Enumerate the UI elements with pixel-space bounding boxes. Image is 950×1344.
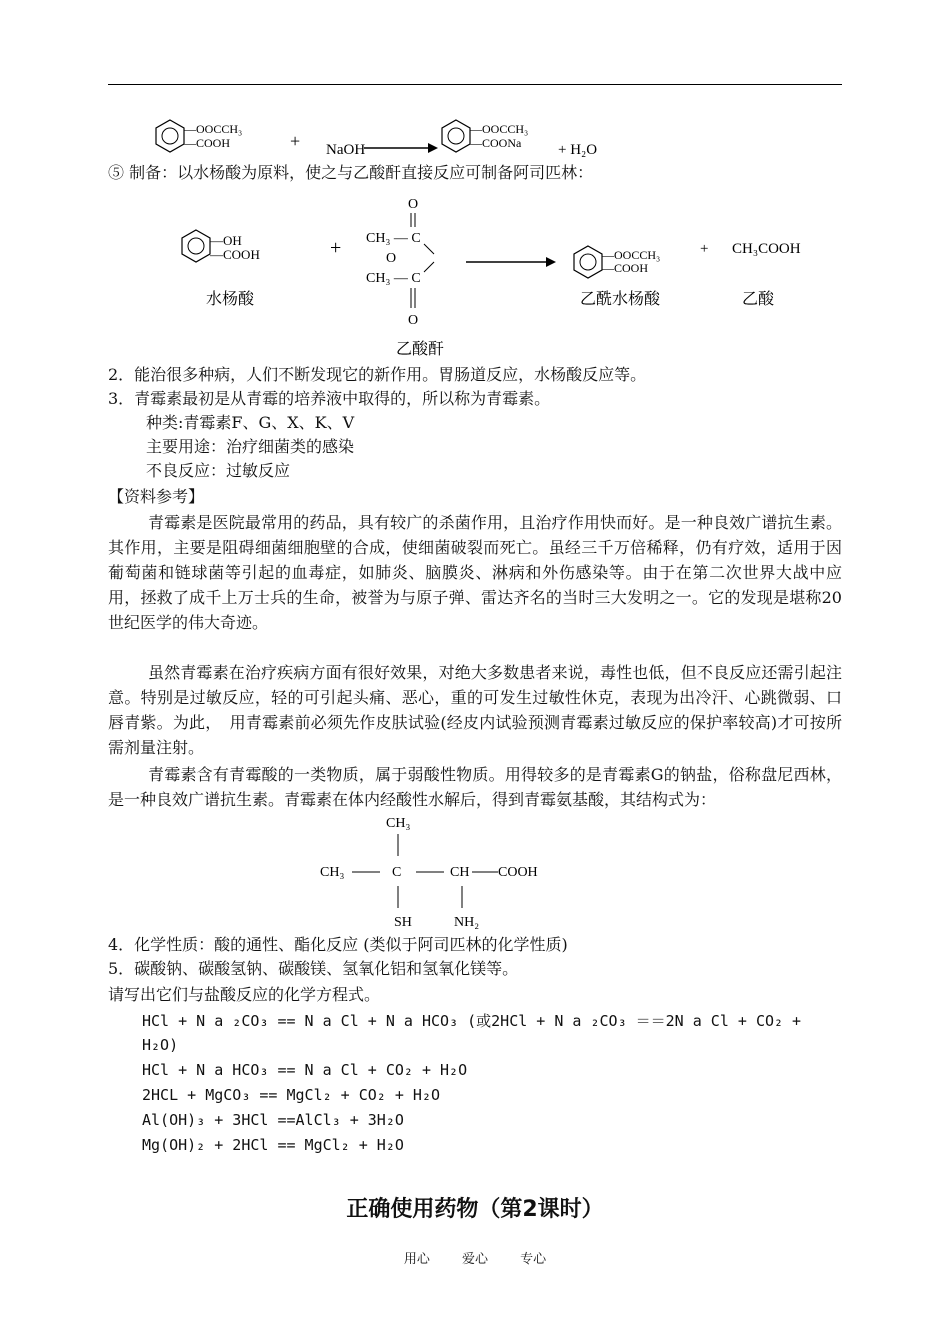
arrow-head-icon [546,257,556,267]
anh-row1: CH₃ — C [366,231,421,246]
asp-label: 乙酰水杨酸 [580,291,661,308]
benzene-ring-icon [574,246,602,278]
sa-bottom: —COOH [210,247,260,262]
asp-top: —OOCCH₃ [602,248,661,262]
struct-cooh: COOH [498,865,538,880]
prompt-line: 请写出它们与盐酸反应的化学方程式。 [108,985,381,1004]
asp-bottom: —COOH [602,261,649,275]
item-3: 3．青霉素最初是从青霉的培养液中取得的，所以称为青霉素。 [108,389,551,408]
ref-paragraph-3: 青霉素含有青霉酸的一类物质，属于弱酸性物质。用得较多的是青霉素G的钠盐，俗称盘尼西林，是一种良效广谱抗生素。青霉素在体内经酸性水解后，得到青霉氨基酸，其结构式为： [108,765,842,809]
ref-heading: 【资料参考】 [108,487,205,506]
uses-line: 主要用途：治疗细菌类的感染 [146,437,355,456]
ref-paragraph-2: 虽然青霉素在治疗疾病方面有很好效果，对绝大多数患者来说，毒性也低，但不良反应还需引起注意。特别是过敏反应，轻的可引起头痛、恶心，重的可发生过敏性休克，表现为出冷汗、心跳微弱、口唇青紫。为此， 用青霉素前必须先作皮肤试验(经皮内试验预测青霉素过敏反应的保护率较高)才可按所需剂量注射。 [108,663,842,757]
equation-5: Mg(OH)₂ + 2HCl == MgCl₂ + H₂O [142,1136,404,1154]
struct-ch: CH [450,865,470,880]
types-line: 种类:青霉素F、G、X、K、V [146,413,355,432]
equation-2: HCl + N a HCO₃ == N a Cl + CO₂ + H₂O [142,1061,468,1079]
footer-word: 爱心 [461,1252,488,1267]
equation-4: Al(OH)₃ + 3HCl ==AlCl₃ + 3H₂O [142,1111,404,1129]
item-5: 5．碳酸钠、碳酸氢钠、碳酸镁、氢氧化铝和氢氧化镁等。 [108,959,519,978]
anh-o-mid: O [386,251,397,266]
struct-left: CH₃ [320,865,345,880]
adverse-line: 不良反应：过敏反应 [146,461,291,480]
anh-row2: CH₃ — C [366,271,421,286]
plus-sign: + [330,237,342,259]
struct-nh2: NH₂ [454,915,480,930]
plus-sign: + [700,241,709,257]
footer-word: 用心 [403,1252,430,1267]
benzene-ring-icon [156,120,184,152]
product-bottom: —COONa [470,136,522,150]
page-footer [0,1248,950,1267]
acetic-acid: CH₃COOH [732,241,801,257]
ref-paragraph-1: 青霉素是医院最常用的药品，具有较广的杀菌作用，且治疗作用快而好。是一种良效广谱抗生素。其作用，主要是阻碍细菌细胞壁的合成，使细菌破裂而死亡。虽经三千万倍稀释，仍有疗效，适用于因葡萄菌和链球菌等引起的血毒症，如肺炎、脑膜炎、淋病和外伤感染等。由于在第二次世界大战中应用，拯救了成千上万士兵的生命，被誉为与原子弹、雷达齐名的当时三大发明之一。它的发现是堪称20世纪医学的伟大奇迹。 [108,513,842,632]
equation-3: 2HCL + MgCO₃ == MgCl₂ + CO₂ + H₂O [142,1086,441,1104]
prep-line: ⑤ 制备：以水杨酸为原料，使之与乙酸酐直接反应可制备阿司匹林： [108,163,594,182]
item-4: 4．化学性质：酸的通性、酯化反应 (类似于阿司匹林的化学性质) [108,935,568,954]
reaction-aspirin-synthesis [170,190,810,365]
anh-o-bottom: O [408,313,419,328]
struct-top: CH₃ [386,816,411,831]
penicillamine-structure [316,810,576,934]
reagent: NaOH [326,142,366,158]
product-top: —OOCCH₃ [470,122,529,136]
header-rule [108,84,842,85]
anh-label: 乙酸酐 [396,341,445,358]
byproduct: + H₂O [558,142,598,158]
benzene-ring-icon [442,120,470,152]
reactant-top: —OOCCH₃ [184,122,243,136]
reaction-aspirin-naoh [140,112,620,162]
arrow-head-icon [428,143,438,153]
section-title: 正确使用药物（第2课时） [346,1197,604,1222]
benzene-ring-icon [182,230,210,262]
anh-o-top: O [408,197,419,212]
reactant-bottom: —COOH [184,136,231,150]
struct-sh: SH [394,915,412,930]
acid-label: 乙酸 [742,291,775,308]
item-2: 2．能治很多种病，人们不断发现它的新作用。胃肠道反应，水杨酸反应等。 [108,365,647,384]
plus-sign: + [290,131,301,151]
equation-1-cont: H₂O) [142,1036,179,1054]
sa-top: —OH [210,233,242,248]
footer-word: 专心 [520,1252,547,1267]
struct-center: C [392,865,402,880]
sa-label: 水杨酸 [206,291,255,308]
equation-1: HCl + N a ₂CO₃ == N a Cl + N a HCO₃ (或2HCl + N a ₂CO₃ ＝＝2N a Cl + CO₂ + [142,1012,802,1030]
